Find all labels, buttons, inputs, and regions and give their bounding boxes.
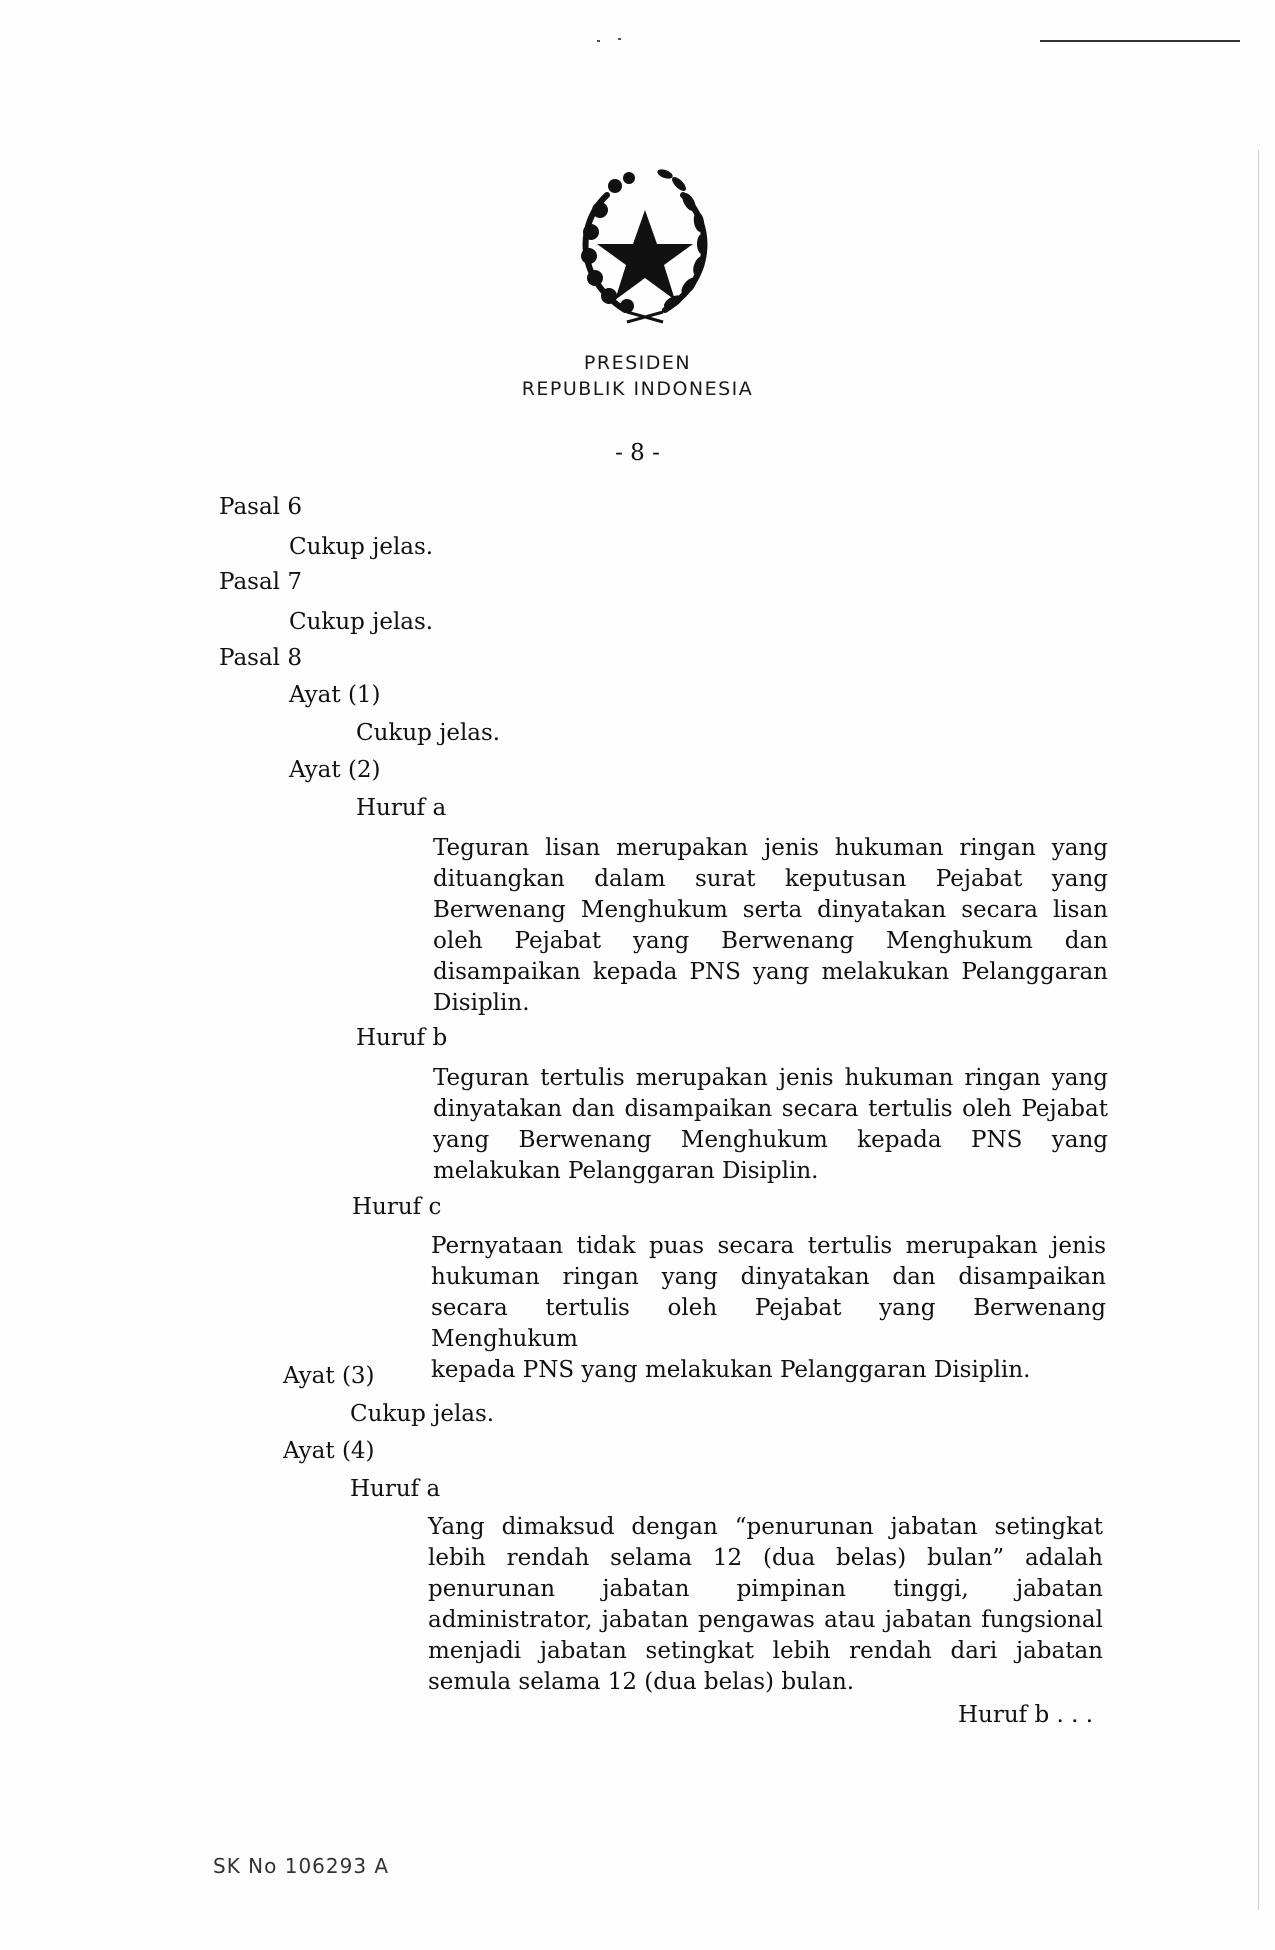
page-number: - 8 - [615,440,660,466]
pasal-6-text: Cukup jelas. [289,534,434,560]
ayat-2-huruf-a-heading: Huruf a [356,795,447,821]
pasal-7-text: Cukup jelas. [289,609,434,635]
ayat-1-text: Cukup jelas. [356,720,501,746]
text-line: secara tertulis oleh Pejabat yang Berwenang Menghukum [431,1295,1106,1352]
text-line: administrator, jabatan pengawas atau jabatan fungsional [428,1607,1103,1633]
ayat-2-huruf-b-heading: Huruf b [356,1025,448,1051]
continuation-marker: Huruf b . . . [958,1702,1094,1728]
ayat-2-huruf-c-text [431,1231,1106,1386]
text-line: melakukan Pelanggaran Disiplin. [433,1158,819,1184]
text-line: penurunan jabatan pimpinan tinggi, jabatan [428,1576,1103,1602]
text-line: Pernyataan tidak puas secara tertulis merupakan jenis [431,1233,1106,1259]
text-line: Teguran tertulis merupakan jenis hukuman ringan yang [433,1065,1108,1091]
text-line: lebih rendah selama 12 (dua belas) bulan” adalah [428,1545,1103,1571]
page-edge-line [1258,150,1259,1910]
text-line: dituangkan dalam surat keputusan Pejabat yang [433,866,1108,892]
ayat-3-heading: Ayat (3) [283,1363,375,1389]
ayat-4-heading: Ayat (4) [283,1438,375,1464]
pasal-7-heading: Pasal 7 [219,569,302,595]
ayat-2-heading: Ayat (2) [289,757,381,783]
document-code: SK No 106293 A [213,1854,390,1878]
ayat-2-huruf-c-heading: Huruf c [352,1194,442,1220]
scan-speck [597,40,600,42]
ayat-1-heading: Ayat (1) [289,682,381,708]
ayat-4-huruf-a-text [428,1512,1103,1698]
text-line: yang Berwenang Menghukum kepada PNS yang [433,1127,1108,1153]
header-presiden: PRESIDEN [583,352,692,374]
presidential-emblem-icon [565,160,725,330]
text-line: Teguran lisan merupakan jenis hukuman ringan yang [433,835,1108,861]
text-line: menjadi jabatan setingkat lebih rendah dari jabatan [428,1638,1103,1664]
scan-speck [618,38,621,40]
text-line: Berwenang Menghukum serta dinyatakan secara lisan [433,897,1108,923]
ayat-2-huruf-b-text [433,1063,1108,1187]
header-republik: REPUBLIK INDONESIA [521,378,754,400]
text-line: dinyatakan dan disampaikan secara tertulis oleh Pejabat [433,1096,1108,1122]
text-line: Yang dimaksud dengan “penurunan jabatan setingkat [428,1514,1103,1540]
ayat-4-huruf-a-heading: Huruf a [350,1476,441,1502]
pasal-6-heading: Pasal 6 [219,494,302,520]
text-line: disampaikan kepada PNS yang melakukan Pelanggaran [433,959,1108,985]
text-line: Disiplin. [433,990,530,1016]
pasal-8-heading: Pasal 8 [219,645,302,671]
text-line: oleh Pejabat yang Berwenang Menghukum dan [433,928,1108,954]
text-line: kepada PNS yang melakukan Pelanggaran Disiplin. [431,1357,1031,1383]
text-line: semula selama 12 (dua belas) bulan. [428,1669,855,1695]
ayat-3-text: Cukup jelas. [350,1401,495,1427]
top-rule [1040,40,1240,42]
ayat-2-huruf-a-text [433,833,1108,1019]
text-line: hukuman ringan yang dinyatakan dan disampaikan [431,1264,1106,1290]
